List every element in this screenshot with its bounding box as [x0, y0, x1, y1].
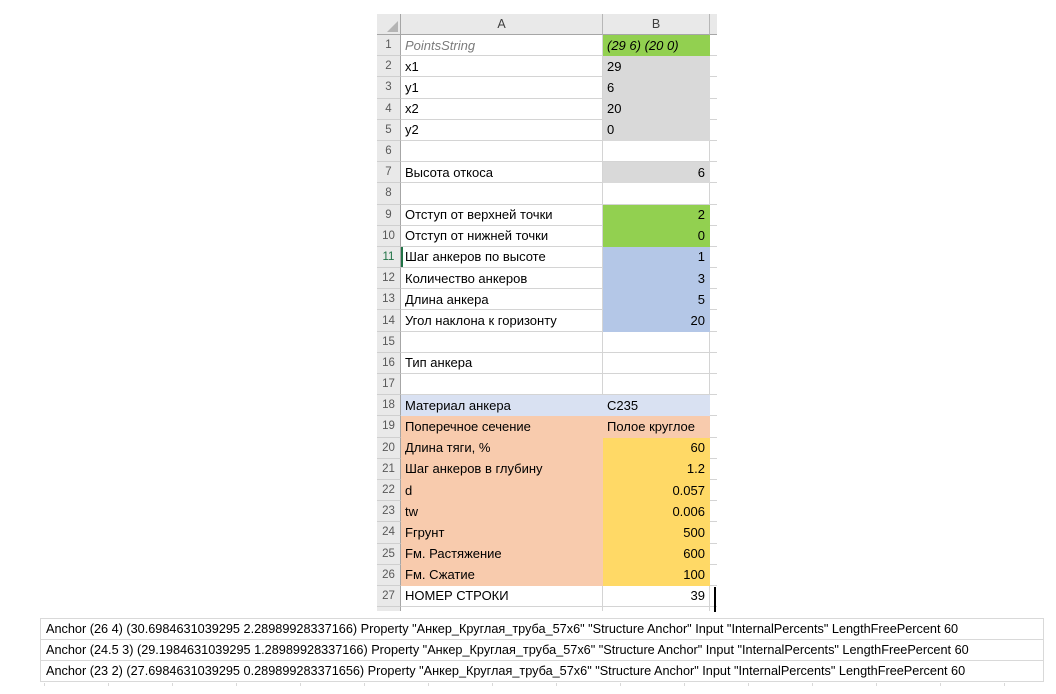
cell-c-partial	[710, 501, 717, 522]
row-number[interactable]: 2	[377, 56, 401, 77]
log-block	[40, 618, 1044, 682]
log-line: Anchor (24.5 3) (29.1984631039295 1.28989928337166) Property "Анкер_Круглая_труба_57x6" "Structure Anchor" Input "InternalPercents" LengthFreePercent 60	[41, 640, 1043, 661]
cell-a24[interactable]: Fгрунт	[401, 522, 603, 543]
cell-c-partial	[710, 332, 717, 353]
column-header-row	[377, 14, 717, 35]
cell-b26[interactable]: 100	[603, 565, 710, 586]
table-row	[377, 141, 717, 162]
cell-a6[interactable]	[401, 141, 603, 162]
cell-c-partial	[710, 310, 717, 331]
table-row	[377, 438, 717, 459]
cell-b23[interactable]: 0.006	[603, 501, 710, 522]
table-row	[377, 544, 717, 565]
table-row	[377, 56, 717, 77]
cell-b7[interactable]: 6	[603, 162, 710, 183]
cell-c-partial	[710, 268, 717, 289]
cell-b13[interactable]: 5	[603, 289, 710, 310]
cell-a9[interactable]: Отступ от верхней точки	[401, 205, 603, 226]
cell-b8[interactable]	[603, 183, 710, 204]
cell-a5[interactable]: y2	[401, 120, 603, 141]
cell-b5[interactable]: 0	[603, 120, 710, 141]
cell-b25[interactable]: 600	[603, 544, 710, 565]
cell-c-partial	[710, 162, 717, 183]
cell-c-partial	[710, 374, 717, 395]
cell-a15[interactable]	[401, 332, 603, 353]
row-number[interactable]: 14	[377, 310, 401, 331]
cell-b6[interactable]	[603, 141, 710, 162]
row-number[interactable]: 19	[377, 416, 401, 437]
cell-b14[interactable]: 20	[603, 310, 710, 331]
cell-a11[interactable]: Шаг анкеров по высоте	[401, 247, 603, 268]
row-number[interactable]: 27	[377, 586, 401, 607]
cell-a1[interactable]: PointsString	[401, 35, 603, 56]
cell-c-partial	[710, 480, 717, 501]
cell-b9[interactable]: 2	[603, 205, 710, 226]
cell-c-partial	[710, 77, 717, 98]
table-row	[377, 501, 717, 522]
table-row	[377, 353, 717, 374]
cell-a7[interactable]: Высота откоса	[401, 162, 603, 183]
cell-b21[interactable]: 1.2	[603, 459, 710, 480]
cell-c-partial	[710, 416, 717, 437]
row-number[interactable]: 17	[377, 374, 401, 395]
cell-c-partial	[710, 56, 717, 77]
row-number[interactable]: 18	[377, 395, 401, 416]
cell-c-partial	[710, 438, 717, 459]
row-number[interactable]: 20	[377, 438, 401, 459]
cell-a12[interactable]: Количество анкеров	[401, 268, 603, 289]
cell-c-partial	[710, 522, 717, 543]
cell-b17[interactable]	[603, 374, 710, 395]
table-row	[377, 586, 717, 607]
spreadsheet-table	[377, 14, 717, 611]
column-header-c-partial	[710, 14, 717, 35]
cell-a3[interactable]: y1	[401, 77, 603, 98]
row-number[interactable]: 23	[377, 501, 401, 522]
cell-c-partial	[710, 183, 717, 204]
table-row	[377, 35, 717, 56]
cell-a19[interactable]: Поперечное сечение	[401, 416, 603, 437]
cell-b22[interactable]: 0.057	[603, 480, 710, 501]
cell-c-partial	[710, 205, 717, 226]
row-number[interactable]: 1	[377, 35, 401, 56]
select-all-button[interactable]	[377, 14, 401, 35]
cell-a13[interactable]: Длина анкера	[401, 289, 603, 310]
table-row	[377, 459, 717, 480]
row-number[interactable]: 25	[377, 544, 401, 565]
row-number[interactable]: 13	[377, 289, 401, 310]
table-row	[377, 120, 717, 141]
row-number[interactable]: 22	[377, 480, 401, 501]
cell-b24[interactable]: 500	[603, 522, 710, 543]
cell-a16[interactable]: Тип анкера	[401, 353, 603, 374]
log-line: Anchor (23 2) (27.6984631039295 0.289899283371656) Property "Анкер_Круглая_труба_57x6" "Structure Anchor" Input "InternalPercents" LengthFreePercent 60	[41, 661, 1043, 682]
cell-c-partial	[710, 353, 717, 374]
cell-c-partial	[710, 247, 717, 268]
table-row	[377, 247, 717, 268]
cell-b4[interactable]: 20	[603, 99, 710, 120]
column-header-b[interactable]: B	[603, 14, 710, 35]
table-row	[377, 395, 717, 416]
cell-c-partial	[710, 35, 717, 56]
cell-b3[interactable]: 6	[603, 77, 710, 98]
table-row	[377, 416, 717, 437]
table-row	[377, 183, 717, 204]
cell-b10[interactable]: 0	[603, 226, 710, 247]
row-number[interactable]: 4	[377, 99, 401, 120]
cell-a8[interactable]	[401, 183, 603, 204]
cell-a26[interactable]: Fм. Сжатие	[401, 565, 603, 586]
text-caret	[714, 587, 716, 612]
table-row	[377, 268, 717, 289]
row-number[interactable]: 12	[377, 268, 401, 289]
table-row	[377, 99, 717, 120]
row-number[interactable]: 15	[377, 332, 401, 353]
cell-b12[interactable]: 3	[603, 268, 710, 289]
row-number[interactable]: 3	[377, 77, 401, 98]
cell-c-partial	[710, 289, 717, 310]
cell-c-partial	[710, 226, 717, 247]
row-number[interactable]: 9	[377, 205, 401, 226]
table-row	[377, 205, 717, 226]
table-row-partial	[377, 607, 717, 611]
table-row	[377, 332, 717, 353]
cell-c-partial	[710, 544, 717, 565]
row-number[interactable]: 16	[377, 353, 401, 374]
cell-b16[interactable]	[603, 353, 710, 374]
table-row	[377, 162, 717, 183]
cell-a-partial	[401, 607, 603, 611]
cell-a25[interactable]: Fм. Растяжение	[401, 544, 603, 565]
cell-b15[interactable]	[603, 332, 710, 353]
cell-b11[interactable]: 1	[603, 247, 710, 268]
cell-c-partial	[710, 565, 717, 586]
cell-a20[interactable]: Длина тяги, %	[401, 438, 603, 459]
table-row	[377, 480, 717, 501]
cell-c-partial	[710, 395, 717, 416]
row-number[interactable]: 21	[377, 459, 401, 480]
cell-a27[interactable]: НОМЕР СТРОКИ	[401, 586, 603, 607]
cell-c-partial	[710, 120, 717, 141]
cell-a14[interactable]: Угол наклона к горизонту	[401, 310, 603, 331]
cell-a21[interactable]: Шаг анкеров в глубину	[401, 459, 603, 480]
row-number[interactable]: 24	[377, 522, 401, 543]
select-all-triangle-icon	[387, 21, 398, 32]
cell-c-partial	[710, 459, 717, 480]
cell-b27[interactable]: 39	[603, 586, 710, 607]
row-number[interactable]: 8	[377, 183, 401, 204]
cell-b1[interactable]: (29 6) (20 0)	[603, 35, 710, 56]
cell-c-partial	[710, 99, 717, 120]
cell-b-partial	[603, 607, 710, 611]
table-row	[377, 374, 717, 395]
row-number-partial	[377, 607, 401, 611]
table-row	[377, 226, 717, 247]
cell-a17[interactable]	[401, 374, 603, 395]
gridline-stubs	[44, 683, 1044, 686]
cell-a22[interactable]: d	[401, 480, 603, 501]
row-number[interactable]: 26	[377, 565, 401, 586]
column-header-a[interactable]: A	[401, 14, 603, 35]
row-number[interactable]: 5	[377, 120, 401, 141]
row-number[interactable]: 11	[377, 247, 401, 268]
cell-a18[interactable]: Материал анкера	[401, 395, 603, 416]
cell-a23[interactable]: tw	[401, 501, 603, 522]
row-number[interactable]: 10	[377, 226, 401, 247]
cell-c-partial	[710, 141, 717, 162]
cell-a4[interactable]: x2	[401, 99, 603, 120]
spreadsheet-body	[377, 35, 717, 611]
table-row	[377, 289, 717, 310]
table-row	[377, 522, 717, 543]
row-number[interactable]: 7	[377, 162, 401, 183]
table-row	[377, 77, 717, 98]
cell-a2[interactable]: x1	[401, 56, 603, 77]
cell-a10[interactable]: Отступ от нижней точки	[401, 226, 603, 247]
table-row	[377, 565, 717, 586]
cell-b2[interactable]: 29	[603, 56, 710, 77]
cell-b20[interactable]: 60	[603, 438, 710, 459]
row-number[interactable]: 6	[377, 141, 401, 162]
log-line: Anchor (26 4) (30.6984631039295 2.28989928337166) Property "Анкер_Круглая_труба_57x6" "Structure Anchor" Input "InternalPercents" LengthFreePercent 60	[41, 619, 1043, 640]
spreadsheet	[377, 14, 717, 611]
cell-b19[interactable]: Полое круглое	[603, 416, 710, 437]
cell-b18[interactable]: C235	[603, 395, 710, 416]
table-row	[377, 310, 717, 331]
